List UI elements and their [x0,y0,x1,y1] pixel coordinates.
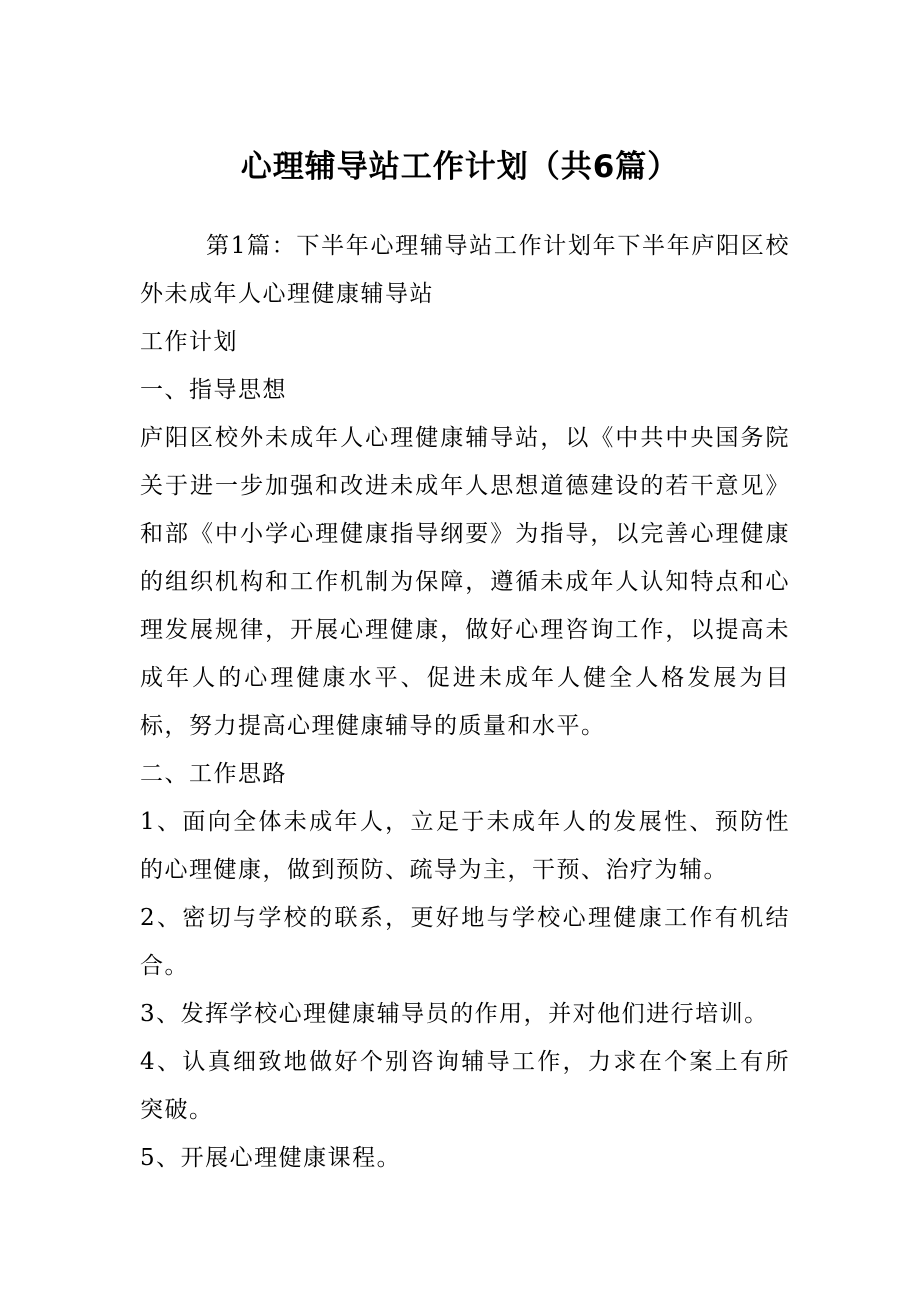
paragraph-chapter-heading: 第1篇：下半年心理辅导站工作计划年下半年庐阳区校外未成年人心理健康辅导站 [140,233,790,307]
document-title: 心理辅导站工作计划（共6篇） [240,149,680,185]
list-item-1: 1、面向全体未成年人，立足于未成年人的发展性、预防性的心理健康，做到预防、疏导为主，干预、治疗为辅。 [140,809,790,883]
list-item-3: 3、发挥学校心理健康辅导员的作用，并对他们进行培训。 [140,1001,769,1027]
document-body [140,222,790,1182]
paragraph-plan-label: 工作计划 [140,329,238,355]
section-heading-guiding-thought: 一、指导思想 [140,377,287,403]
paragraph-guiding-thought: 庐阳区校外未成年人心理健康辅导站，以《中共中央国务院关于进一步加强和改进未成年人思想道德建设的若干意见》和部《中小学心理健康指导纲要》为指导，以完善心理健康的组织机构和工作机制为保障，遵循未成年人认知特点和心理发展规律，开展心理健康，做好心理咨询工作，以提高未成年人的心理健康水平、促进未成年人健全人格发展为目标，努力提高心理健康辅导的质量和水平。 [140,425,790,739]
list-item-5: 5、开展心理健康课程。 [140,1145,402,1171]
section-heading-work-approach: 二、工作思路 [140,761,287,787]
list-item-4: 4、认真细致地做好个别咨询辅导工作，力求在个案上有所突破。 [140,1049,790,1123]
list-item-2: 2、密切与学校的联系，更好地与学校心理健康工作有机结合。 [140,905,790,979]
